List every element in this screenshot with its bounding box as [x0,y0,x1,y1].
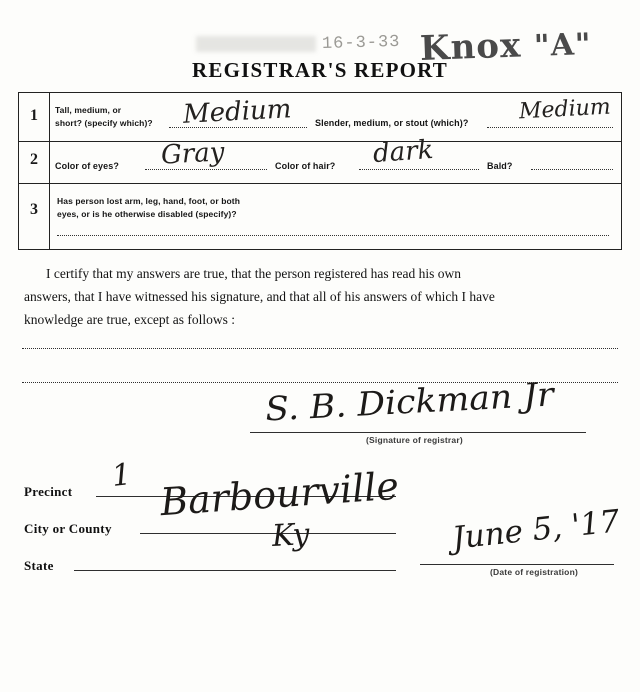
state-line [74,570,396,571]
certification-paragraph [24,262,616,331]
row-number-1: 1 [30,107,38,124]
ink-smudge [196,36,316,52]
registrar-signature-line [250,432,586,433]
county-suffix: "A" [533,27,593,65]
q2-hair-answer-line [359,169,479,170]
q3-prompt-line2: eyes, or is he otherwise disabled (specify)? [57,209,237,219]
city-county-value: Barbourville [158,463,401,525]
q1-left-answer: Medium [182,94,293,130]
q2-prompt-hair: Color of hair? [275,161,336,171]
registration-date-line [420,564,614,565]
state-label: State [24,558,54,573]
registration-date-value: June 5, '17 [450,503,622,557]
registrar-signature: S. B. Dickman Jr [264,374,555,429]
city-county-label: City or County [24,521,112,536]
certification-line-3: knowledge are true, except as follows : [24,312,236,327]
stamp-number: 16-3-33 [321,32,401,55]
q1-prompt-line1: Tall, medium, or [55,105,122,115]
row-number-3: 3 [30,201,38,218]
q2-prompt-bald: Bald? [487,161,513,171]
q3-prompt-line1: Has person lost arm, leg, hand, foot, or both [57,196,241,206]
row-divider-1 [19,141,621,142]
q1-right-prompt: Slender, medium, or stout (which)? [315,118,469,128]
row-divider-2 [19,183,621,184]
registration-date-caption: (Date of registration) [490,567,578,577]
state-value: Ky [271,517,311,554]
q2-eyes-answer: Gray [160,137,226,171]
registrar-signature-caption: (Signature of registrar) [366,435,463,445]
questions-box [18,92,622,250]
q1-prompt-line2: short? (specify which)? [55,118,153,128]
q1-right-answer: Medium [518,94,612,125]
q1-right-answer-line [487,127,613,128]
precinct-label: Precinct [24,484,73,499]
q2-hair-answer: dark [372,134,435,170]
certification-line-2: answers, that I have witnessed his signature, and that all of his answers of which I have [24,289,495,304]
q3-answer-line [57,235,609,236]
exception-line-1 [22,348,618,349]
certification-line-1: I certify that my answers are true, that the person registered has read his own [46,266,461,281]
city-county-line [140,533,396,534]
county-name: Knox [419,25,522,69]
q2-bald-answer-line [531,169,613,170]
precinct-value: 1 [110,457,133,494]
page-title: REGISTRAR'S REPORT [192,58,448,82]
row-number-2: 2 [30,151,38,168]
q2-prompt-eyes: Color of eyes? [55,161,119,171]
